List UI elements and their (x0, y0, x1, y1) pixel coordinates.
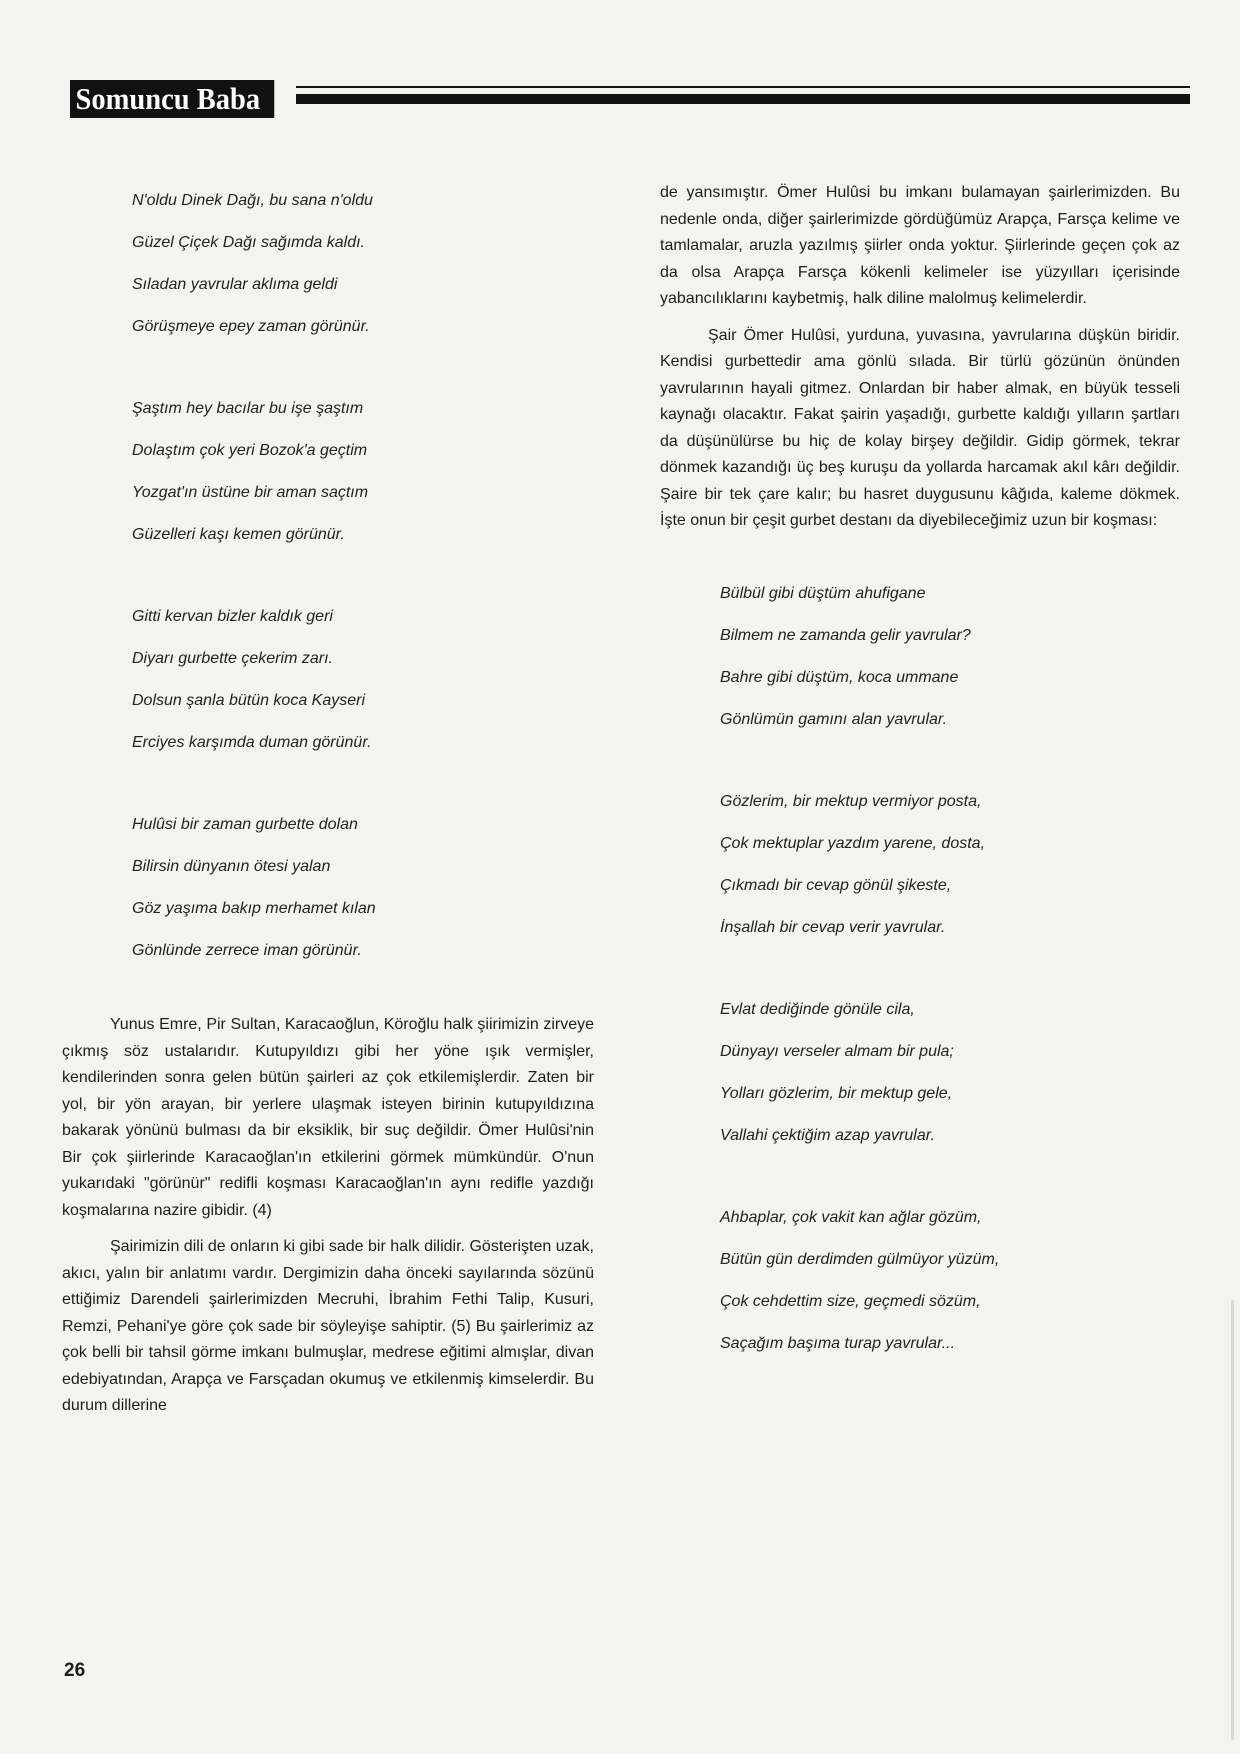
verse-line: Şaştım hey bacılar bu işe şaştım (132, 400, 364, 417)
right-prose (660, 180, 1180, 535)
body-paragraph: Şairimizin dili de onların ki gibi sade bir halk dilidir. Gösterişten uzak, akıcı, yalın bir anlatımı vardır. Dergimizin daha önceki sayılarında sözünü ettiğimiz Darendeli şairlerimizden Mecruhi, İbrahim Fethi Talip, Kusuri, Remzi, Pehani'ye göre çok sade bir söyleyişe sahiptir. (5) Bu şairlerimiz az çok belli bir tahsil görme imkanı bulmuşlar, medrese eğitimi almışlar, divan edebiyatından, Arapça ve Farsçadan okumuş ve etkilenmiş kimselerdir. Bu durum dillerine (62, 1238, 594, 1414)
scan-edge-mark (1231, 1300, 1234, 1740)
verse-line: Ahbaplar, çok vakit kan ağlar gözüm, (720, 1208, 982, 1226)
verse-line: Dolaştım çok yeri Bozok'a geçtim (132, 442, 368, 459)
verse-line: Gönlünde zerrece iman görünür. (132, 942, 362, 959)
verse-line: N'oldu Dinek Dağı, bu sana n'oldu (132, 192, 373, 209)
verse-line: Sıladan yavrular aklıma geldi (132, 276, 338, 293)
verse-line: Diyarı gurbette çekerim zarı. (132, 650, 333, 667)
verse-line: Yozgat'ın üstüne bir aman saçtım (132, 484, 369, 501)
verse-line: Çok cehdettim size, geçmedi sözüm, (720, 1292, 981, 1310)
verse-line: Saçağım başıma turap yavrular... (720, 1334, 956, 1352)
poem-stanza (132, 180, 594, 348)
body-paragraph: Yunus Emre, Pir Sultan, Karacaoğlun, Köroğlu halk şiirimizin zirveye çıkmış söz ustalarıdır. Kutupyıldızı gibi her yöne ışık vermişler, kendilerinden sonra gelen bütün şairleri az çok etkilemişlerdir. Zaten bir yol, bir yön arayan, bir yerlere ulaşmak isteyen birinin kutupyıldızına bakarak yönünü bulması da bir eksiklik, bir suç değildir. Ömer Hulûsi'nin Bir çok şiirlerinde Karacaoğlan'ın etkilerini görmek mümkündür. O'nun yukarıdaki "görünür" redifli koşması Karacaoğlan'ın aynı redifle yazdığı koşmalarına nazire gibidir. (4) (62, 1016, 594, 1219)
verse-line: Görüşmeye epey zaman görünür. (132, 318, 370, 335)
poem-stanza (720, 989, 1180, 1157)
verse-line: Erciyes karşımda duman görünür. (132, 734, 372, 751)
magazine-title: Somuncu Baba (70, 80, 274, 118)
masthead-rule-thick (296, 94, 1190, 104)
verse-line: Güzelleri kaşı kemen görünür. (132, 526, 345, 543)
verse-line: Bütün gün derdimden gülmüyor yüzüm, (720, 1250, 1000, 1268)
left-poem (132, 180, 594, 972)
verse-line: Dolsun şanla bütün koca Kayseri (132, 692, 366, 709)
verse-line: Çıkmadı bir cevap gönül şikeste, (720, 876, 952, 894)
body-paragraph: Şair Ömer Hulûsi, yurduna, yuvasına, yavrularına düşkün biridir. Kendisi gurbettedir ama gönlü sılada. Bir türlü gözünün önünden yavrularının hayali gitmez. Onlardan bir haber almak, en büyük tesseli kaynağı olacaktır. Fakat şairin yaşadığı, gurbette kaldığı yılların şartları da düşünülürse bu hiç de kolay birşey değildir. Gidip görmek, tekrar dönmek kazandığı üç beş kuruşu da yollarda harcamak akıl kârı değildir. Şaire bir tek çare kalır; bu hasret duygusunu kâğıda, kaleme dökmek. İşte onun bir çeşit gurbet destanı da diyebileceğimiz uzun bir koşması: (660, 326, 1180, 529)
poem-stanza (720, 1197, 1180, 1365)
verse-line: İnşallah bir cevap verir yavrular. (720, 918, 946, 936)
verse-line: Bilmem ne zamanda gelir yavrular? (720, 626, 971, 644)
verse-line: Göz yaşıma bakıp merhamet kılan (132, 900, 376, 917)
masthead-rule-thin (296, 86, 1190, 88)
right-column (660, 180, 1180, 1365)
verse-line: Bahre gibi düştüm, koca ummane (720, 668, 959, 686)
verse-line: Güzel Çiçek Dağı sağımda kaldı. (132, 234, 365, 251)
verse-line: Gönlümün gamını alan yavrular. (720, 710, 948, 728)
verse-line: Evlat dediğinde gönüle cila, (720, 1000, 915, 1018)
masthead (70, 80, 1190, 118)
verse-line: Hulûsi bir zaman gurbette dolan (132, 816, 358, 833)
poem-stanza (132, 804, 594, 972)
verse-line: Yolları gözlerim, bir mektup gele, (720, 1084, 953, 1102)
poem-stanza (132, 596, 594, 764)
poem-stanza (132, 388, 594, 556)
left-prose (62, 1012, 594, 1420)
verse-line: Gözlerim, bir mektup vermiyor posta, (720, 792, 982, 810)
verse-line: Dünyayı verseler almam bir pula; (720, 1042, 954, 1060)
verse-line: Vallahi çektiğim azap yavrular. (720, 1126, 935, 1144)
page-number: 26 (64, 1660, 86, 1681)
poem-stanza (720, 573, 1180, 741)
verse-line: Gitti kervan bizler kaldık geri (132, 608, 333, 625)
verse-line: Bülbül gibi düştüm ahufigane (720, 584, 926, 602)
poem-stanza (720, 781, 1180, 949)
left-column (62, 180, 594, 1420)
right-poem (720, 573, 1180, 1365)
verse-line: Çok mektuplar yazdım yarene, dosta, (720, 834, 986, 852)
body-paragraph: de yansımıştır. Ömer Hulûsi bu imkanı bulamayan şairlerimizden. Bu nedenle onda, diğer şairlerimizde gördüğümüz Arapça, Farsça kelime ve tamlamalar, aruzla yazılmış şiirler onda yoktur. Şiirlerinde geçen çok az da olsa Arapça Farsça kökenli kelimeler ise yüzyılları içerisinde yabancılıklarını kaybetmiş, halk diline malolmuş kelimelerdir. (660, 184, 1180, 307)
verse-line: Bilirsin dünyanın ötesi yalan (132, 858, 331, 875)
